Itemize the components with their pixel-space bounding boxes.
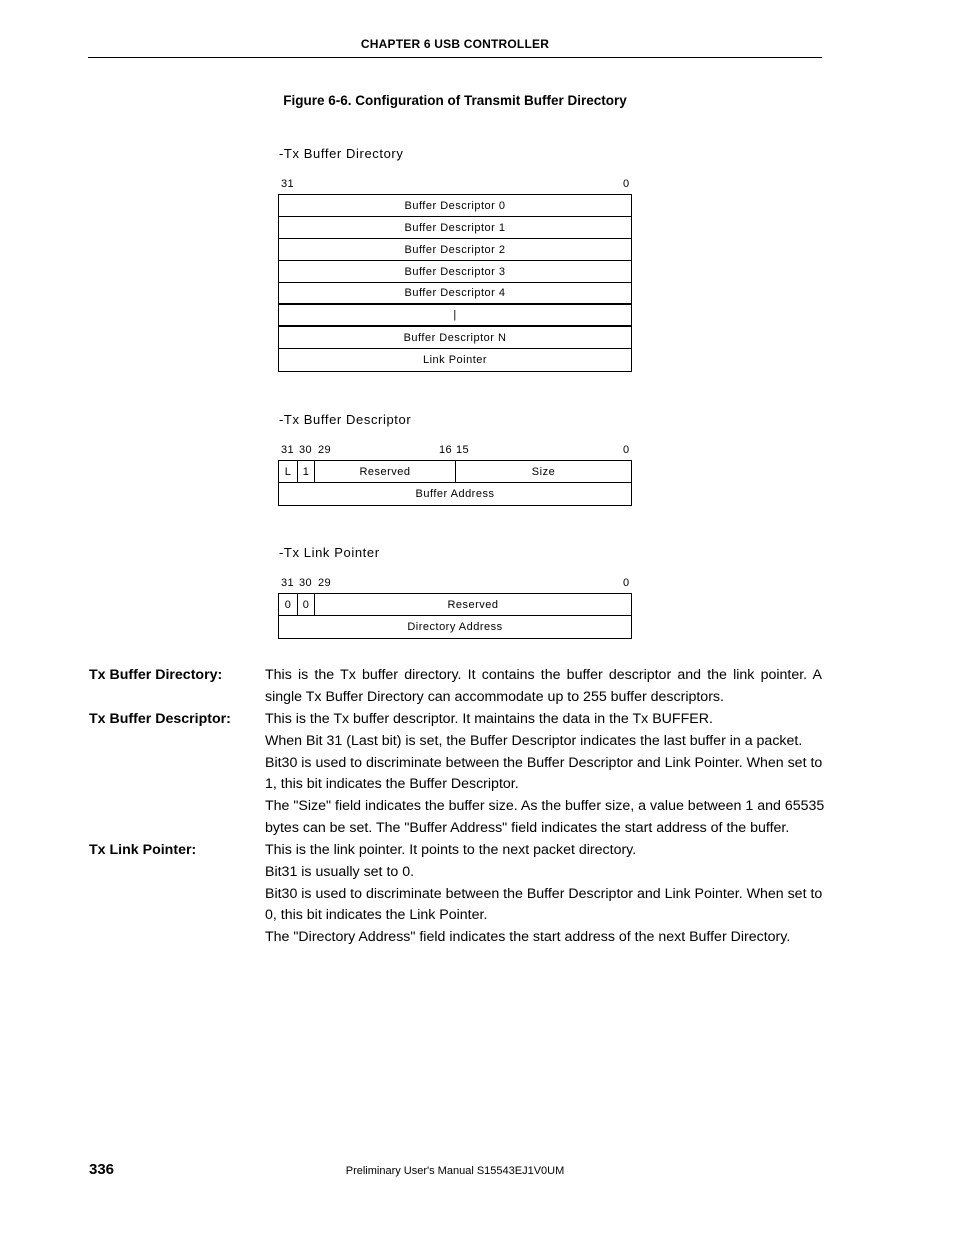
descriptor-desc-line: 1, this bit indicates the Buffer Descriptor.	[265, 776, 519, 792]
descriptor-bit-16: 16	[439, 444, 453, 456]
link-directory-address: Directory Address	[407, 621, 503, 633]
link-pointer-title: -Tx Link Pointer	[279, 545, 380, 560]
descriptor-reserved: Reserved	[315, 461, 456, 482]
link-desc-line: The "Directory Address" field indicates the start address of the next Buffer Directory.	[265, 929, 791, 945]
directory-row	[279, 327, 631, 349]
link-bit-29: 29	[318, 577, 332, 589]
descriptor-row	[279, 483, 631, 505]
directory-cell: Buffer Descriptor 4	[404, 287, 506, 299]
descriptor-bit-30: 30	[299, 444, 313, 456]
directory-cell: Buffer Descriptor N	[403, 331, 507, 344]
link-bit-31: 31	[281, 577, 295, 589]
link-desc-line: 0, this bit indicates the Link Pointer.	[265, 907, 488, 923]
page-number: 336	[89, 1161, 115, 1178]
link-desc-line: Bit31 is usually set to 0.	[265, 864, 415, 880]
directory-bit-high: 31	[281, 178, 295, 190]
directory-desc-label: Tx Buffer Directory:	[89, 667, 223, 683]
directory-row	[279, 239, 631, 261]
link-reserved: Reserved	[447, 598, 499, 611]
directory-row	[279, 195, 631, 217]
directory-desc-line: single Tx Buffer Directory can accommodate up to 255 buffer descriptors.	[265, 689, 724, 705]
link-desc-label: Tx Link Pointer:	[89, 842, 197, 858]
link-bit-30-value: 0	[298, 594, 315, 615]
directory-cell: Buffer Descriptor 3	[404, 265, 506, 278]
directory-row	[279, 349, 631, 371]
directory-cell: Link Pointer	[422, 354, 488, 366]
directory-title: -Tx Buffer Directory	[279, 146, 404, 161]
figure-title: Figure 6-6. Configuration of Transmit Buffer Directory	[283, 93, 627, 108]
descriptor-title: -Tx Buffer Descriptor	[279, 412, 412, 427]
header-rule	[88, 57, 822, 58]
link-bit-30: 30	[299, 577, 313, 589]
link-pointer-register	[278, 593, 632, 639]
descriptor-bit-15: 15	[456, 444, 470, 456]
directory-bit-low: 0	[623, 178, 630, 190]
descriptor-row	[279, 461, 631, 483]
descriptor-bit-0: 0	[623, 444, 630, 456]
directory-register	[278, 194, 632, 372]
directory-cell: Buffer Descriptor 0	[404, 199, 506, 212]
chapter-header: CHAPTER 6 USB CONTROLLER	[360, 37, 550, 51]
directory-cell: Buffer Descriptor 2	[404, 243, 506, 256]
descriptor-size: Size	[531, 465, 556, 478]
footer-manual: Preliminary User's Manual S15543EJ1V0UM	[345, 1165, 565, 1177]
descriptor-desc-label: Tx Buffer Descriptor:	[89, 711, 231, 727]
directory-cell: Buffer Descriptor 1	[404, 221, 506, 234]
link-bit-31-value: 0	[279, 594, 298, 615]
directory-row	[279, 305, 631, 327]
descriptor-desc-line: This is the Tx buffer descriptor. It maintains the data in the Tx BUFFER.	[265, 711, 713, 727]
descriptor-desc-line: The "Size" field indicates the buffer size. As the buffer size, a value between 1 and 65535	[265, 798, 825, 814]
descriptor-type-bit: 1	[298, 461, 315, 482]
descriptor-desc-line: When Bit 31 (Last bit) is set, the Buffer Descriptor indicates the last buffer in a packet.	[265, 733, 803, 749]
descriptor-bit-31: 31	[281, 444, 295, 456]
descriptor-buffer-address: Buffer Address	[415, 488, 495, 500]
directory-row	[279, 261, 631, 283]
link-desc-line: Bit30 is used to discriminate between the Buffer Descriptor and Link Pointer. When set to	[265, 886, 823, 902]
directory-row	[279, 283, 631, 305]
link-desc-line: This is the link pointer. It points to the next packet directory.	[265, 842, 637, 858]
directory-cell-ellipsis: |	[453, 309, 457, 321]
directory-row	[279, 217, 631, 239]
link-bit-0: 0	[623, 577, 630, 589]
descriptor-bit-29: 29	[318, 444, 332, 456]
link-pointer-row	[279, 594, 631, 616]
directory-desc-line: This is the Tx buffer directory. It contains the buffer descriptor and the link pointer. A	[265, 667, 822, 683]
descriptor-register	[278, 460, 632, 506]
descriptor-last-bit: L	[279, 461, 298, 482]
link-pointer-row	[279, 616, 631, 638]
descriptor-desc-line: bytes can be set. The "Buffer Address" field indicates the start address of the buffer.	[265, 820, 790, 836]
descriptor-desc-line: Bit30 is used to discriminate between the Buffer Descriptor and Link Pointer. When set to	[265, 755, 823, 771]
